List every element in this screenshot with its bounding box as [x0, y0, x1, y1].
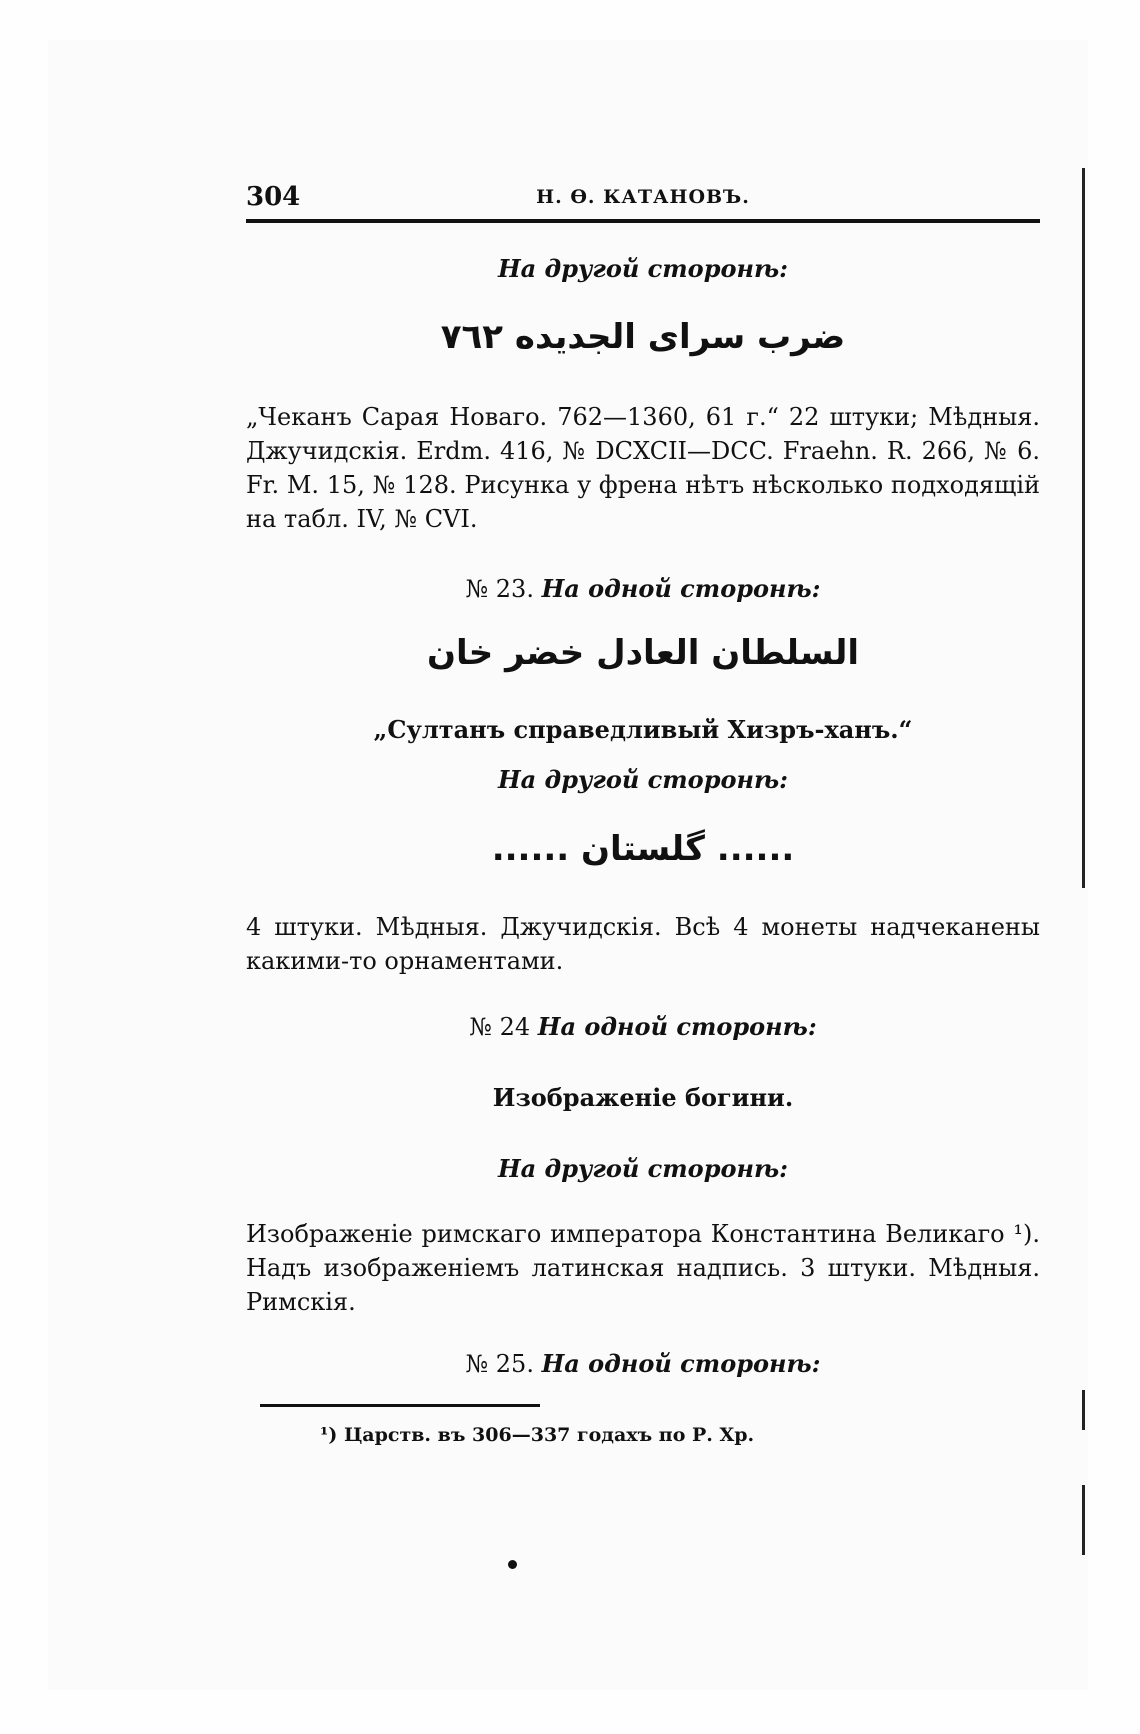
entry-side-label: На одной сторонѣ:: [537, 1012, 817, 1041]
coin-description: 4 штуки. Мѣдныя. Джучидскія. Всѣ 4 монеты надчеканены какими-то орнаментами.: [246, 913, 1040, 975]
scan-edge-mark: [1082, 168, 1085, 888]
coin-description: [246, 400, 1040, 536]
scan-edge-mark: [1082, 1390, 1085, 1430]
arabic-inscription: ...... گلستان ......: [491, 829, 795, 869]
other-side-heading: На другой сторонѣ:: [497, 765, 789, 794]
entry-side-label: На одной сторонѣ:: [541, 1349, 821, 1378]
page-header: [246, 182, 1040, 222]
footnote-marker: ¹): [320, 1424, 338, 1446]
inscription-translation: „Султанъ справедливый Хизръ-ханъ.“: [373, 715, 913, 744]
entry-number: № 24: [469, 1013, 531, 1041]
entry-number: № 25.: [465, 1350, 534, 1378]
entry-number: № 23.: [465, 575, 534, 603]
header-rule: [246, 219, 1040, 223]
page-number: 304: [246, 182, 301, 212]
obverse-description: Изображеніе богини.: [492, 1083, 794, 1112]
arabic-inscription: ضرب سراى الجديده ٧٦٢: [440, 317, 846, 357]
entry-25-heading: [246, 1347, 1040, 1381]
other-side-heading: На другой сторонѣ:: [497, 1154, 789, 1183]
entry-side-label: На одной сторонѣ:: [541, 574, 821, 603]
footnote-rule: [260, 1404, 540, 1407]
arabic-inscription: السلطان العادل خضر خان: [426, 633, 860, 673]
footnote-text: Царств. въ 306—337 годахъ по Р. Хр.: [343, 1424, 755, 1446]
scan-edge-mark: [1082, 1485, 1085, 1555]
running-head: Н. Ѳ. КАТАНОВЪ.: [536, 186, 750, 208]
other-side-heading: На другой сторонѣ:: [497, 254, 789, 283]
footnote: [320, 1424, 1020, 1446]
entry-24-heading: [246, 1010, 1040, 1044]
scan-speck: [508, 1560, 517, 1569]
coin-description: Изображеніе римскаго императора Константина Великаго ¹). Надъ изображеніемъ латинская надпись. 3 штуки. Мѣдныя. Римскія.: [246, 1220, 1040, 1316]
coin-description-text: „Чеканъ Сарая Новаго. 762—1360, 61 г.“ 22 штуки; Мѣдныя. Джучидскія. Erdm. 416, № DCXCII—DCC. Fraehn. R. 266, № 6. Fr. M. 15, № 128. Рисунка у френа нѣтъ нѣсколько подходящій на табл. IV, № CVI.: [246, 403, 1040, 533]
entry-23-heading: [246, 572, 1040, 606]
